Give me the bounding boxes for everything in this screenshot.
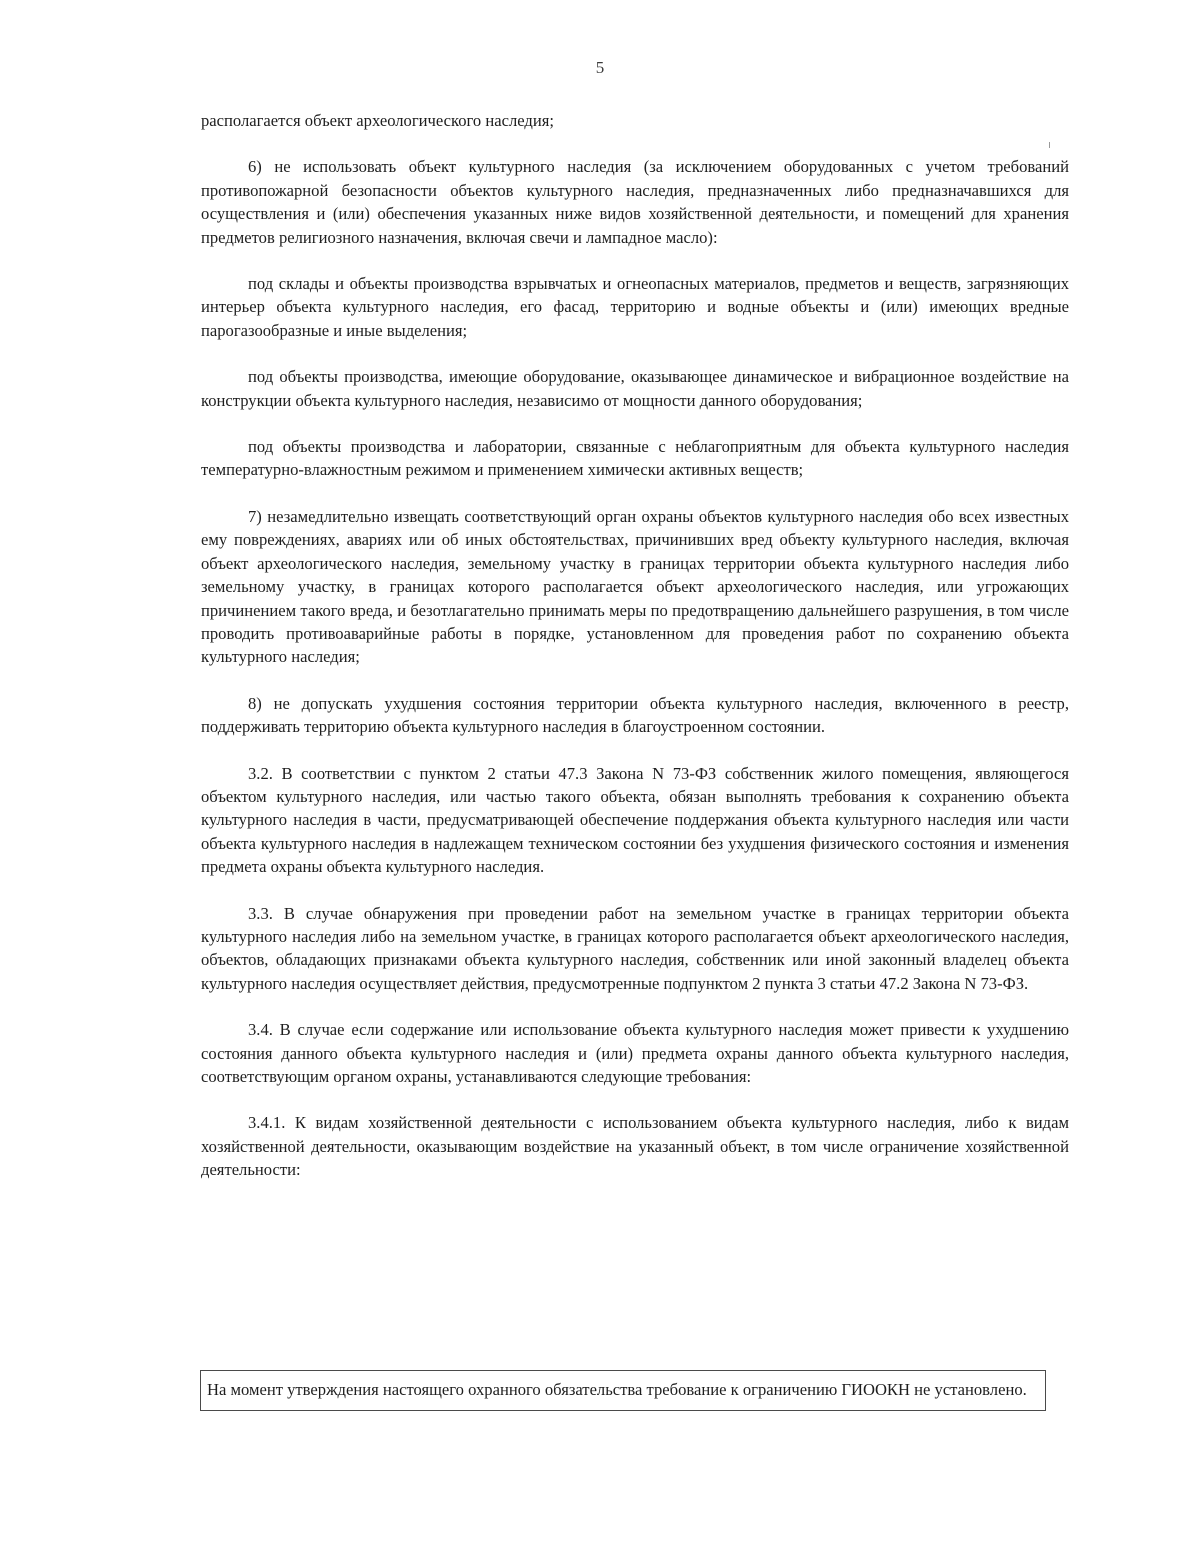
paragraph-continuation: располагается объект археологического наследия;	[201, 111, 554, 130]
paragraph-3-3: 3.3. В случае обнаружения при проведении работ на земельном участке в границах территории объекта культурного наследия либо на земельном участке, в границах которого располагается объект археологического наследия, объектов, обладающих признаками объекта культурного наследия, собственник или иной законный владелец объекта культурного наследия осуществляет действия, предусмотренные подпунктом 2 пункта 3 статьи 47.2 Закона N 73-ФЗ.	[201, 903, 1069, 993]
paragraph-3-4: 3.4. В случае если содержание или использование объекта культурного наследия может привести к ухудшению состояния данного объекта культурного наследия и (или) предмета охраны данного объекта культурного наследия, соответствующим органом охраны, устанавливаются следующие требования:	[201, 1020, 1069, 1086]
document-body	[201, 109, 1069, 1205]
paragraph-item-7: 7) незамедлительно извещать соответствующий орган охраны объектов культурного наследия обо всех известных ему повреждениях, авариях или об иных обстоятельствах, причинивших вред объекту культурного наследия, включая объект археологического наследия, земельному участку в границах территории объекта культурного наследия либо земельному участку, в границах которого располагается объект археологического наследия, или угрожающих причинением такого вреда, и безотлагательно принимать меры по предотвращению дальнейшего разрушения, в том числе проводить противоаварийные работы в порядке, установленном для проведения работ по сохранению объекта культурного наследия;	[201, 506, 1069, 667]
paragraph-item-6: 6) не использовать объект культурного наследия (за исключением оборудованных с учетом требований противопожарной безопасности объектов культурного наследия, предназначенных либо предназначавшихся для осуществления и (или) обеспечения указанных ниже видов хозяйственной деятельности, и помещений для хранения предметов религиозного назначения, включая свечи и лампадное масло):	[201, 157, 1069, 247]
paragraph-3-2: 3.2. В соответствии с пунктом 2 статьи 47.3 Закона N 73-ФЗ собственник жилого помещения, являющегося объектом культурного наследия, или частью такого объекта, обязан выполнять требования к сохранению объекта культурного наследия в части, предусматривающей обеспечение поддержания объекта культурного наследия или части объекта культурного наследия в надлежащем техническом состоянии без ухудшения физического состояния и изменения предмета охраны объекта культурного наследия.	[201, 763, 1069, 877]
page-number: 5	[595, 58, 605, 77]
paragraph-laboratories: под объекты производства и лаборатории, связанные с неблагоприятным для объекта культурного наследия температурно-влажностным режимом и применением химически активных веществ;	[201, 437, 1069, 480]
paragraph-item-8: 8) не допускать ухудшения состояния территории объекта культурного наследия, включенного в реестр, поддерживать территорию объекта культурного наследия в благоустроенном состоянии.	[201, 693, 1069, 737]
paragraph-warehouses: под склады и объекты производства взрывчатых и огнеопасных материалов, предметов и веществ, загрязняющих интерьер объекта культурного наследия, его фасад, территорию и водные объекты и (или) имеющих вредные парогазообразные и иные выделения;	[201, 274, 1069, 340]
restriction-notice-box: На момент утверждения настоящего охранного обязательства требование к ограничению ГИООКН не установлено.	[200, 1370, 1046, 1411]
paragraph-production-equipment: под объекты производства, имеющие оборудование, оказывающее динамическое и вибрационное воздействие на конструкции объекта культурного наследия, независимо от мощности данного оборудования;	[201, 367, 1069, 410]
paragraph-3-4-1: 3.4.1. К видам хозяйственной деятельности с использованием объекта культурного наследия, либо к видам хозяйственной деятельности, оказывающим воздействие на указанный объект, в том числе ограничение хозяйственной деятельности:	[201, 1113, 1069, 1180]
